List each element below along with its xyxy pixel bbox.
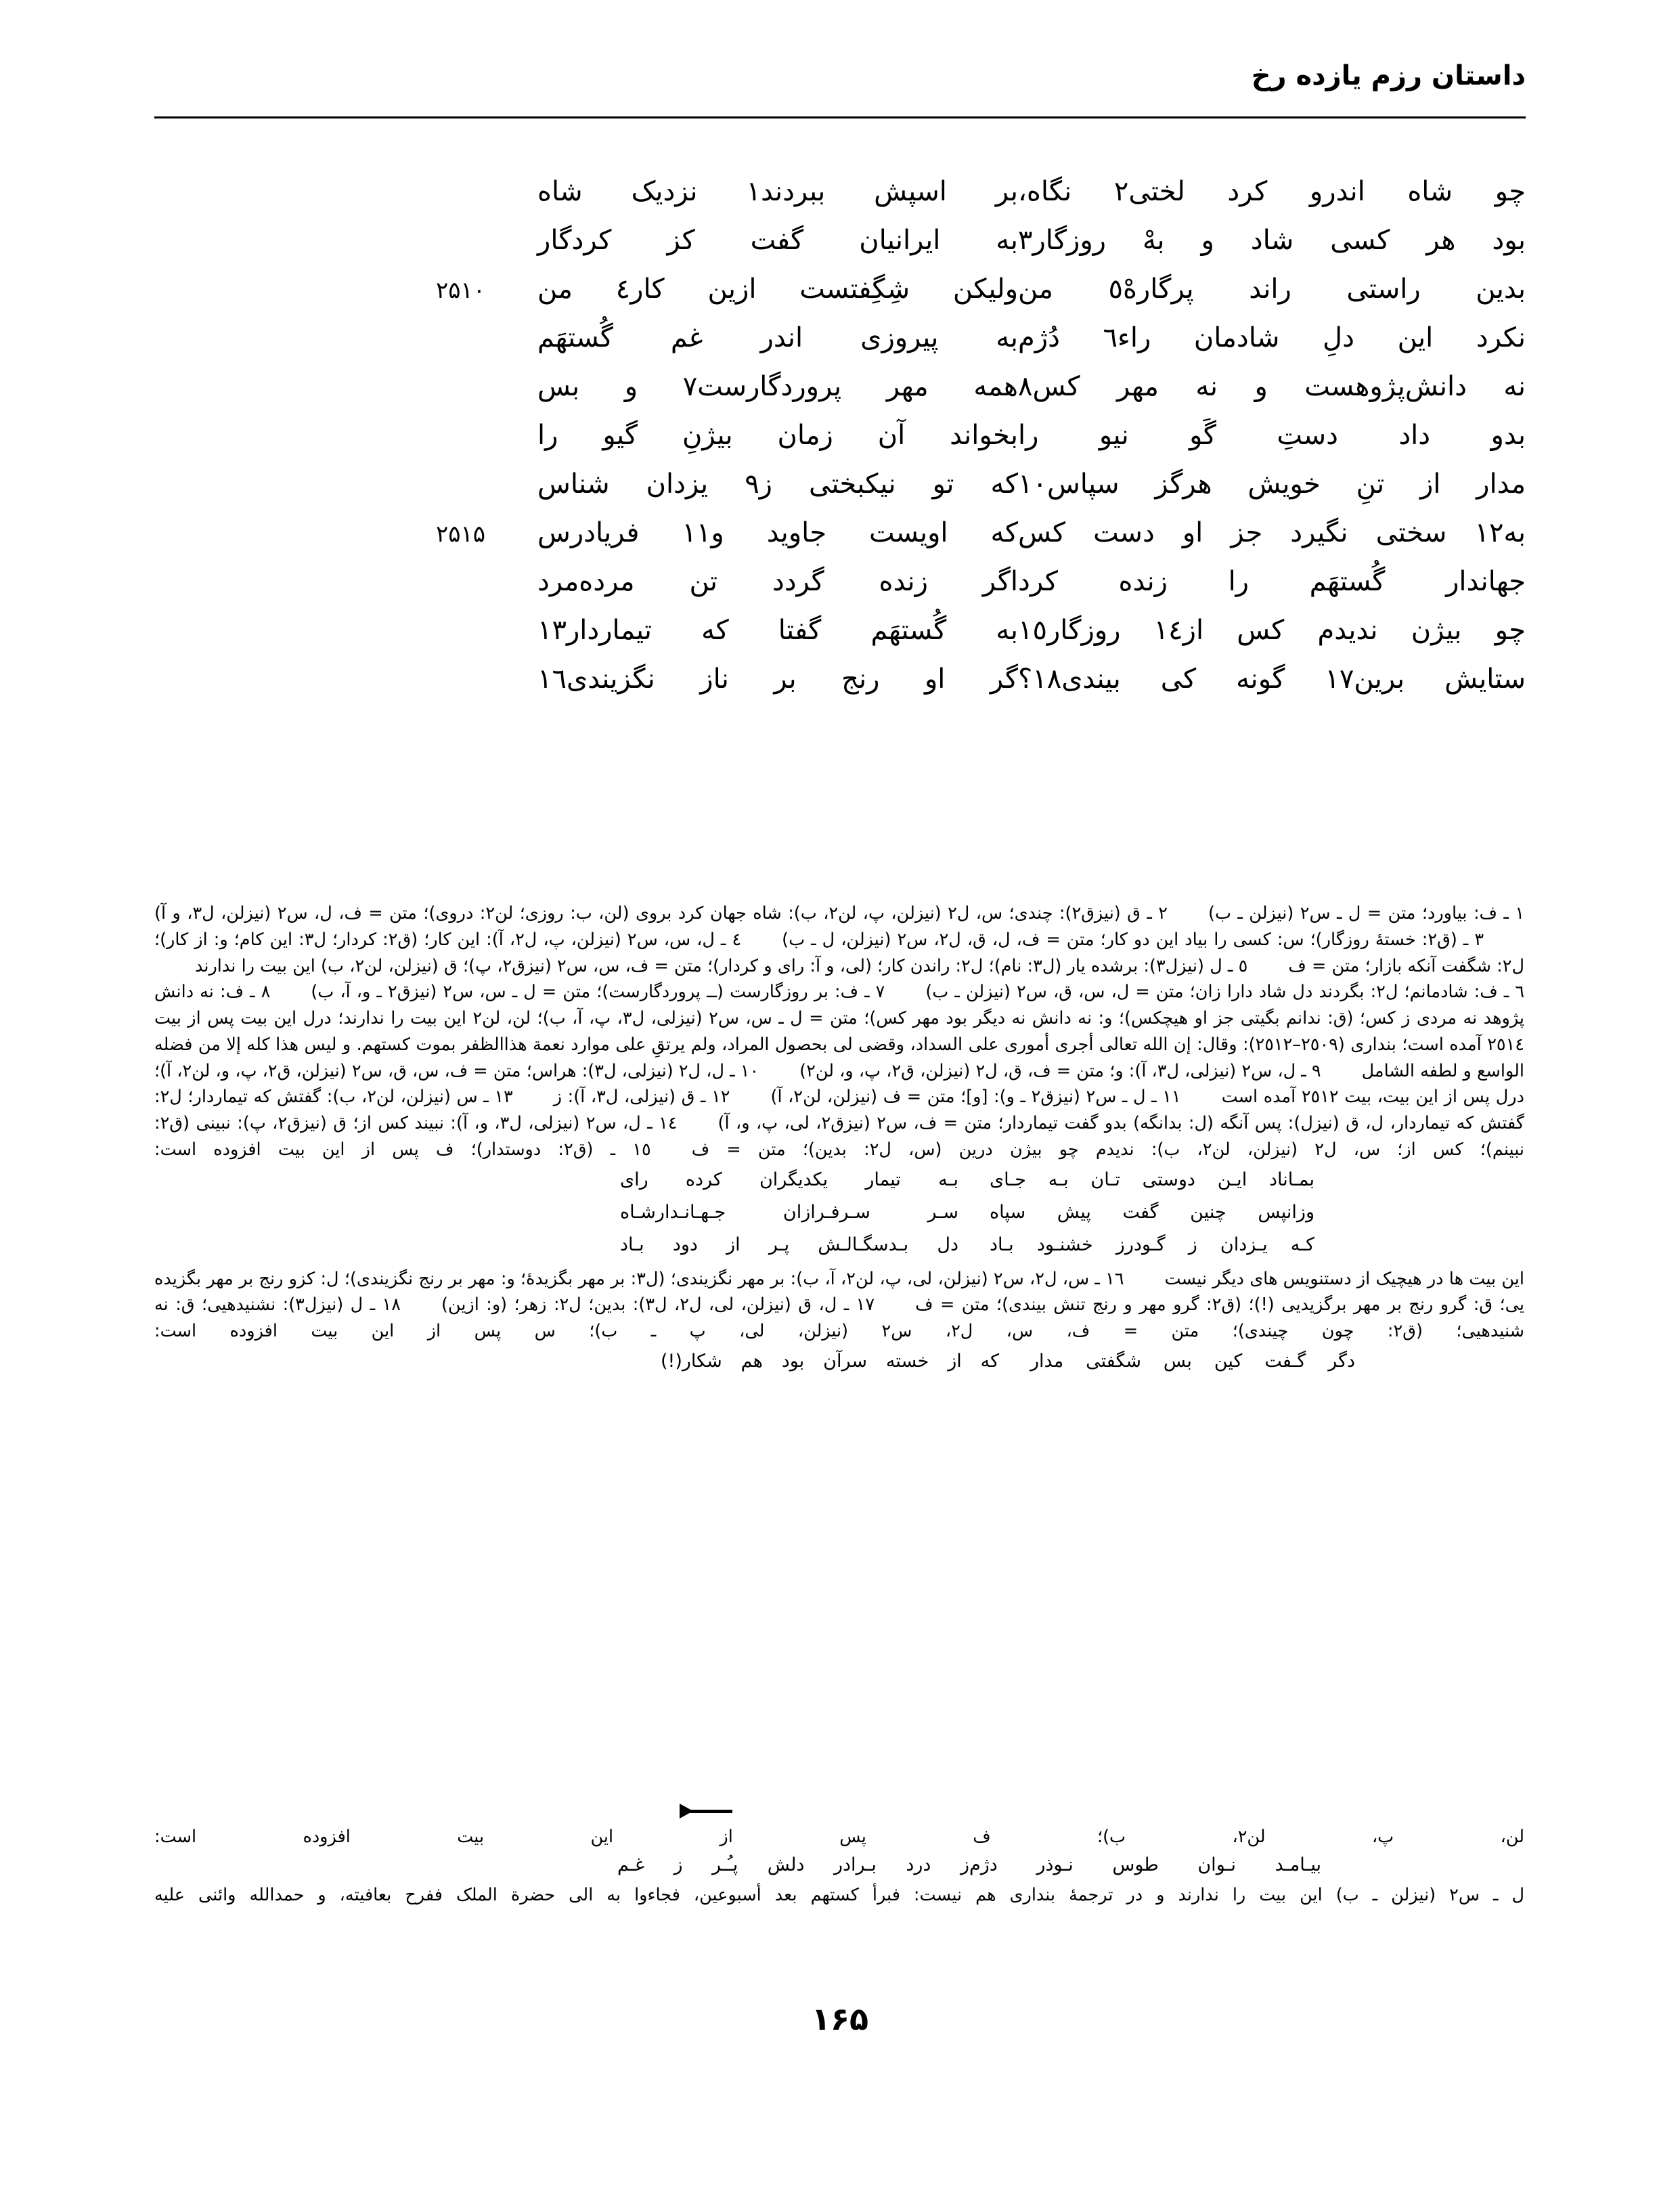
footnote-entry-10: ١٠ ـ ل، ل٢ (نیزلی، ل٣): هراس؛ متن = ف، س، ق، س٢ (نیزلن، ق٢، پ، و، لن٢، آ)؛ درل پس از این بیت، بیت ٢٥١٢ آمده است <box>154 1060 1524 1108</box>
inserted-couplet-row <box>154 1231 1524 1263</box>
verse-row <box>154 275 1526 324</box>
hemistich-first: به ایرانیان گفت کز کردگار <box>537 225 1018 256</box>
hemistich-first: گر او رنج بر ناز نگزیندی١٦ <box>537 663 1018 695</box>
hemistich-second: چو شاه اندرو کرد لختی٢ نگاه، <box>1018 176 1526 207</box>
continuation-arrow-icon <box>680 1801 742 1821</box>
footnote-entry-1: ١ ـ ف: بیاورد؛ متن = ل ـ س٢ (نیزلن ـ ب) <box>1208 903 1525 923</box>
footnote-entry-11: ١١ ـ ل ـ س٢ (نیزق٢ ـ و): [و]؛ متن = ف (نیزلن، لن٢، آ) <box>770 1087 1181 1108</box>
tail-note-line-2 <box>154 1882 1524 1909</box>
header-divider <box>154 116 1526 118</box>
footnote-entry-12: ١٢ ـ ق (نیزلی، ل٣، آ): ز <box>553 1087 730 1108</box>
inserted-hemistich-second: سـر سـرفـرازان جـهـانـدارشـاه <box>620 1201 958 1223</box>
verse-number: ۲۵۱۵ <box>436 521 486 548</box>
footnote-entry-4: ٤ ـ ل، س، س٢ (نیزلن، پ، ل٢، آ): این کار؛ (ق٢: کردار؛ ل٣: این کام؛ و: از کار)؛ ل٢: شگفت آنکه بازار؛ متن = ف <box>154 929 1525 976</box>
verse-row <box>154 372 1526 421</box>
verse-row <box>154 665 1526 714</box>
tail-hemistich-second: ز درد بـرادر دلش پـُـر ز غـم <box>617 1854 969 1875</box>
apparatus-paragraph-cont <box>154 1266 1524 1345</box>
apparatus-tail <box>154 1824 1524 1909</box>
inserted-couplet-row <box>154 1166 1524 1198</box>
footnote-entry-9: ٩ ـ ل، س٢ (نیزلی، ل٣، آ): و؛ متن = ف، ق، ل٢ (نیزلن، ق٢، پ، و، لن٢) <box>799 1060 1321 1081</box>
hemistich-first: ولیکن شِگِفتست ازین کار٤ من <box>537 274 1019 305</box>
hemistich-second: بود هر کسی شاد و بهْ روزگار٣ <box>1018 225 1526 256</box>
footnote-entry-14: ١٤ ـ ل، س٢ (نیزلی، ل٣، و، آ): نبیند کس از؛ ق (نیزق٢، پ): نبینی (ق٢: نبینم)؛ کس از؛ س، ل٢ (نیزلن، لن٢، ب): ندیدم چو بیژن درین (س، ل٢: بدین)؛ متن = ف <box>154 1113 1525 1160</box>
hemistich-first: به گُستهَم گفتا که تیماردار١٣ <box>537 615 1018 646</box>
hemistich-second: بدین راستی راند پرگارهْ٥ من <box>1018 274 1526 305</box>
verse-number: ۲۵۱۰ <box>436 277 486 304</box>
footnote-entry-16: ١٦ ـ س، ل٢، س٢ (نیزلن، لی، پ، لن٢، آ، ب): بر مهر نگزیندی؛ (ل٣: بر مهر بگزیدۀ؛ و: مهر بر رنج نگزیندی)؛ ل: کزو رنج بر مهر بگزیده یی؛ ق: گرو رنج بر مهر برگزیدیی (!)؛ (ق٢: گرو مهر و رنج تنش بیندی)؛ متن = ف <box>154 1268 1524 1315</box>
tail-couplet-row <box>154 1851 1524 1882</box>
hemistich-first: که تو نیکبختی ز٩ یزدان شناس <box>537 469 1018 500</box>
verse-row <box>154 324 1526 372</box>
inserted-hemistich-first: کـه یـزدان ز گـودرز خشنـود بـاد <box>990 1234 1314 1255</box>
footnote-entry-7: ٧ ـ ف: بر روزگارست (ــ پروردگارست)؛ متن = ل ـ س، س٢ (نیزق٢ ـ و، آ، ب) <box>311 982 885 1003</box>
hemistich-second: نکرد این دلِ شادمان راء٦ دُژم <box>1018 322 1526 353</box>
verse-row <box>154 177 1526 226</box>
hemistich-second: بدو داد دستِ گَو نیو را <box>1018 420 1526 451</box>
verse-row <box>154 421 1526 470</box>
hemistich-second: چو بیژن ندیدم کس از١٤ روزگار١٥ <box>1018 615 1526 646</box>
footnote-entry-18: ١٨ ـ ل (نیزل٣): نشنیدهیی؛ ق: نه شنیدهیی؛ (ق٢: چون چیندی)؛ متن = ف، س، ل٢، س٢ (نیزلن، لی، پ ـ ب)؛ س پس از این بیت افزوده است: <box>154 1294 1525 1341</box>
inserted-couplet-row <box>154 1198 1524 1231</box>
footnote-entry-13: ١٣ ـ س (نیزلن، لن٢، ب): گفتش که تیماردار؛ ل٢: گفتش که تیماردار، ل، ق (نیزل): پس آنگه (ل: بدانگه) بدو گفت تیماردار؛ متن = ف، س٢ (نیزق٢، لی، پ، و، آ) <box>154 1087 1524 1133</box>
hemistich-second: مدار از تنِ خویش هرگز سپاس١٠ <box>1018 469 1526 500</box>
running-head-title: داستان رزم یازده رخ <box>1251 60 1526 91</box>
footnote-entry-2: ٢ ـ ق (نیزق٢): چندی؛ س، ل٢ (نیزلن، پ، لن٢، ب): شاه جهان کرد بروی (لن، ب: روزی؛ لن٢: دروی)؛ متن = ف، ل، س٢ (نیزلن، ل٣، و آ) <box>154 903 1168 923</box>
apparatus-note-unique: این بیت ها در هیچیک از دستنویس های دیگر نیست <box>1164 1268 1524 1289</box>
inserted-couplets-first <box>154 1166 1524 1263</box>
footnote-entry-5: ٥ ـ ل (نیزل٣): برشده یار (ل٣: نام)؛ ل٢: راندن کار؛ (لی، و آ: رای و کردار)؛ متن = ف، س، س٢ (نیزق٢، پ)؛ ق (نیزلن، لن٢، ب) این بیت را ندارند <box>195 955 1248 976</box>
inserted-hemistich-first: بمـاناد ایـن دوستی تـان بـه جـای <box>990 1169 1314 1190</box>
hemistich-first: به پیروزی اندر غم گُستهَم <box>537 322 1018 353</box>
footnote-entry-17: ١٧ ـ ل، ق (نیزلن، لی، ل٢، ل٣): بدین؛ ل٢: زهر؛ (و: ازین) <box>441 1294 875 1315</box>
hemistich-second: به١٢ سختی نگیرد جز او دست کس <box>1018 517 1526 548</box>
hemistich-second: جهاندار گُستهَم را زنده کرد <box>1018 566 1526 597</box>
inserted-hemistich-first: وزانپس چنین گفت پیش سپاه <box>990 1201 1314 1223</box>
footnote-entry-8: ٨ ـ ف: نه دانش پژوهد نه مردی ز کس؛ (ق: ندانم بگیتی جز او هیچکس)؛ و: نه دانش نه دیگر بود مهر کس)؛ متن = ل ـ س، س٢ (نیزلی، ل٣، پ، آ، ب)؛ لن، لن٢ این بیت را ندارند؛ درل این بیت پس از بیت ٢٥١٤ آمده است؛ بنداری (٢٥٠٩–٢٥١٢): وقال: إن الله تعالی أجری أموری علی السداد، وقضی لی بحصول المراد، ولم یرتقِ علی موارد نعمة هذاالظفر بموت کستهم. و لیس هذا کله إلا من فضله الواسع و لطفه الشامل <box>154 982 1524 1081</box>
inserted-hemistich-second: دل بـدسگـالـش پـر از دود بـاد <box>620 1234 958 1255</box>
hemistich-first: همه مهر پروردگارست٧ و بس <box>537 371 1018 402</box>
hemistich-second: ستایش برین١٧ گونه کی بیندی١٨؟ <box>1018 663 1526 695</box>
tail-note-second: ل ـ س٢ (نیزلن ـ ب) این بیت را ندارند و در ترجمۀ بنداری هم نیست: فبرأ کستهم بعد أسبوعین، فجاءوا به الی حضرة الملک ففرح بعافیته، و حمدالله وائنی علیه <box>154 1884 1524 1905</box>
tail-note-first: لن، پ، لن٢، ب)؛ ف پس از این بیت افزوده است: <box>154 1827 1524 1847</box>
tail-hemistich-first: بیـامـد نـوان طوس نـوذر دژم <box>969 1854 1321 1875</box>
verse-block <box>154 176 1526 695</box>
verse-row <box>154 567 1526 616</box>
footnote-entry-3: ٣ ـ (ق٢: خستۀ روزگار)؛ س: کسی را بیاد این دو کار؛ متن = ف، ل، ق، ل٢، س٢ (نیزلن، ل ـ ب) <box>782 929 1484 950</box>
apparatus-paragraph <box>154 900 1524 1163</box>
footnote-entry-6: ٦ ـ ف: شادمانم؛ ل٢: بگردند دل شاد دارا زان؛ متن = ل، س، ق، س٢ (نیزلن ـ ب) <box>925 982 1525 1003</box>
hemistich-first: بخواند آن زمان بیژنِ گیو را <box>537 420 1018 451</box>
hemistich-first: بر اسپش ببردند١ نزدیک شاه <box>537 176 1018 207</box>
inserted-couplet-row <box>154 1347 1524 1380</box>
page-number: ۱۶۵ <box>811 2001 869 2037</box>
verse-row <box>154 616 1526 665</box>
hemistich-second: نه دانش‌پژوهست و نه مهر کس٨ <box>1018 371 1526 402</box>
hemistich-first: اگر زنده گردد تن مرده‌مرد <box>537 566 1018 597</box>
critical-apparatus <box>154 900 1524 1382</box>
inserted-hemistich-second: بـه تیمار یکدیگران کرده رای <box>620 1169 958 1190</box>
verse-row <box>154 470 1526 519</box>
verse-row <box>154 226 1526 275</box>
page-header <box>154 60 1526 134</box>
inserted-couplets-second <box>154 1347 1524 1380</box>
hemistich-first: که اویست جاوید و١١ فریادرس <box>537 517 1018 548</box>
arrow-shaft <box>686 1810 732 1813</box>
footnote-entry-15: ١٥ ـ (ق٢: دوستدار)؛ ف پس از این بیت افزوده است: <box>154 1139 651 1160</box>
tail-note-line <box>154 1824 1524 1851</box>
arrow-head <box>680 1804 693 1819</box>
inserted-hemistich-second: که از خسته سرآن بود هم شکار(!) <box>661 1350 999 1372</box>
inserted-hemistich-first: دگر گـفت کین بس شگفتی مدار <box>1030 1350 1355 1372</box>
verse-row <box>154 519 1526 567</box>
